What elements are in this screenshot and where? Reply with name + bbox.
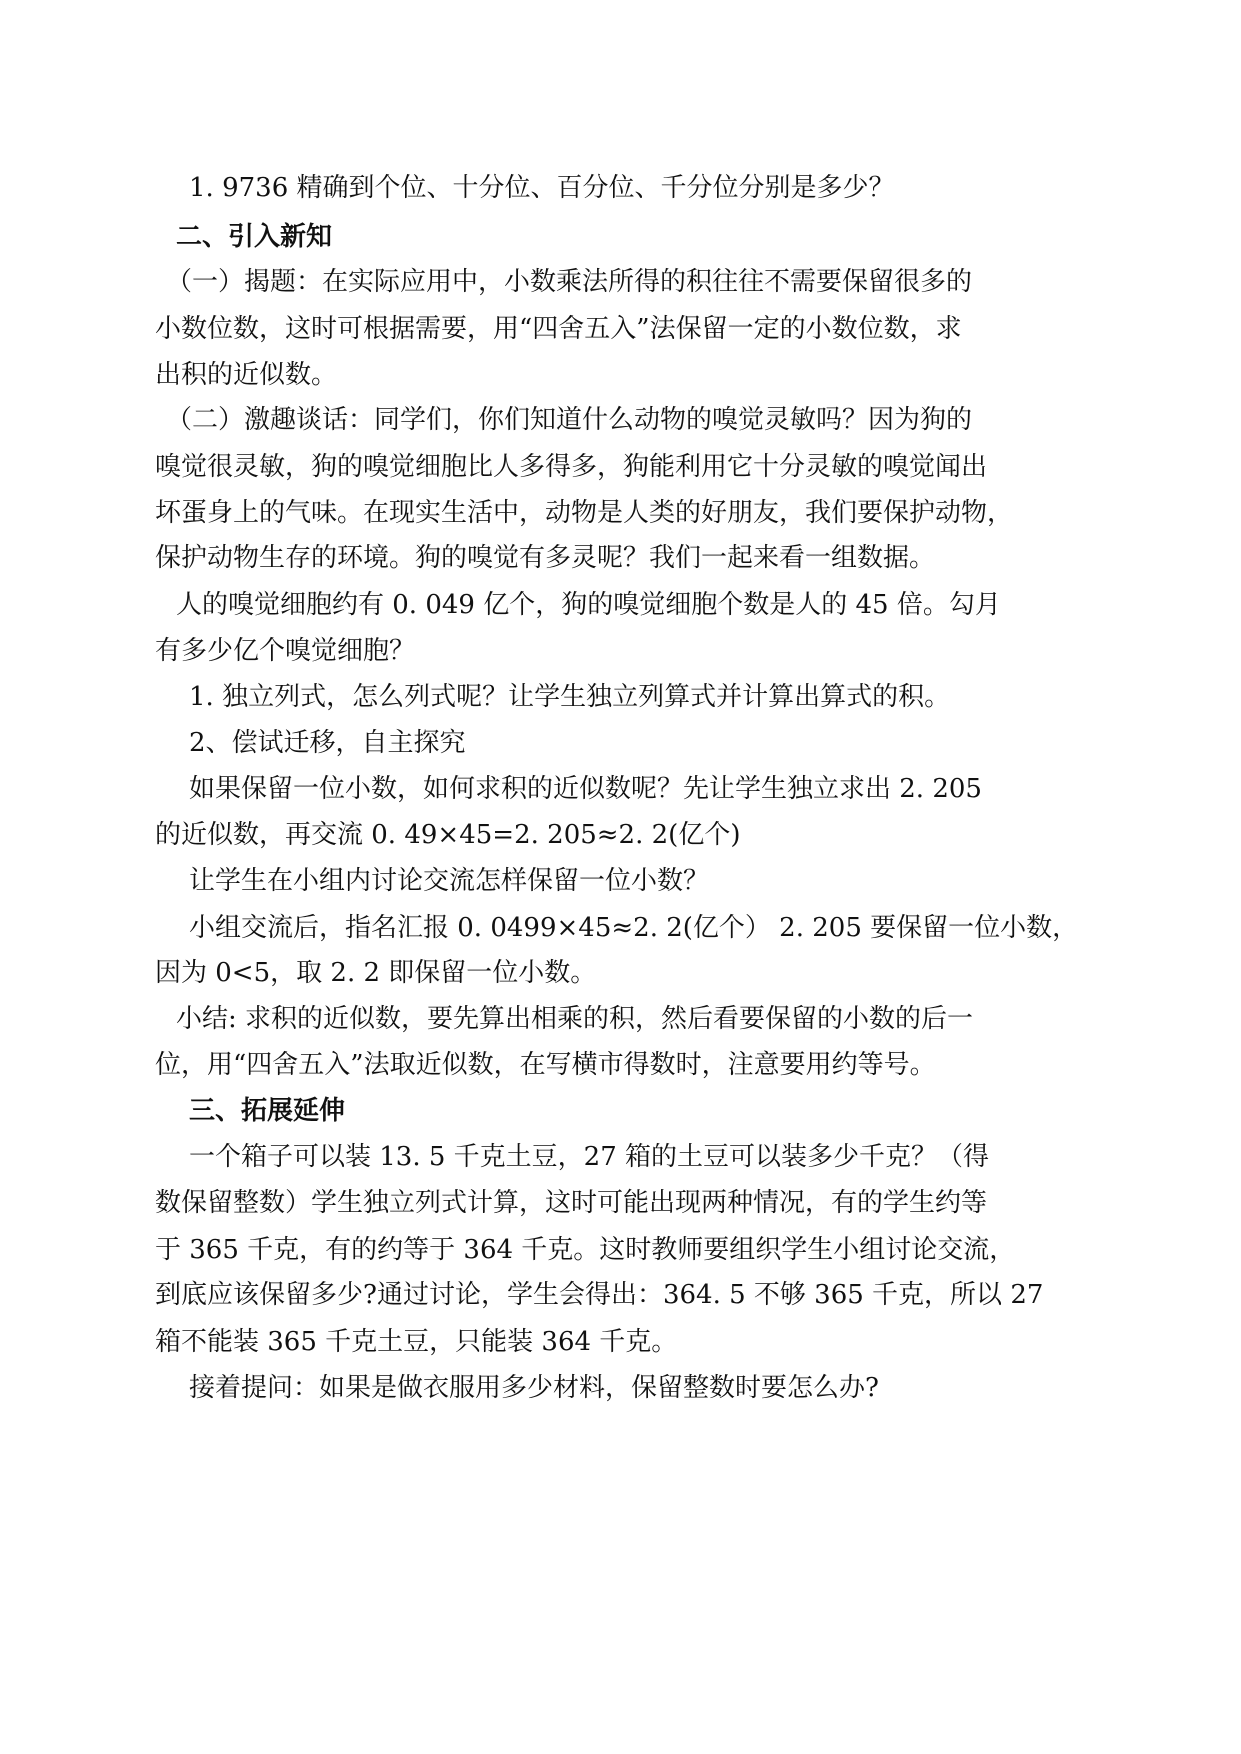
paragraph-line: 保护动物生存的环境。狗的嗅觉有多灵呢？我们一起来看一组数据。 <box>155 543 936 573</box>
paragraph-line: 嗅觉很灵敏，狗的嗅觉细胞比人多得多，狗能利用它十分灵敏的嗅觉闻出 <box>155 452 988 482</box>
question-line: 1. 9736 精确到个位、十分位、百分位、千分位分别是多少？ <box>189 173 895 203</box>
paragraph-line: 箱不能装 365 千克土豆，只能装 364 千克。 <box>155 1327 678 1357</box>
paragraph-line: （一）揭题：在实际应用中，小数乘法所得的积往往不需要保留很多的 <box>166 267 973 297</box>
paragraph-line: （二）激趣谈话：同学们，你们知道什么动物的嗅觉灵敏吗？因为狗的 <box>166 405 973 435</box>
paragraph-line: 到底应该保留多少?通过讨论，学生会得出：364. 5 不够 365 千克，所以 27 <box>155 1280 1044 1310</box>
paragraph-line: 于 365 千克，有的约等于 364 千克。这时教师要组织学生小组讨论交流， <box>155 1235 1016 1265</box>
paragraph-line: 小组交流后，指名汇报 0. 0499×45≈2. 2(亿个） 2. 205 要保留一位小数， <box>189 913 1079 943</box>
paragraph-line: 坏蛋身上的气味。在现实生活中，动物是人类的好朋友，我们要保护动物， <box>155 498 1014 528</box>
summary-line: 位，用“四舍五入”法取近似数，在写横市得数时，注意要用约等号。 <box>155 1050 936 1080</box>
paragraph-line: 接着提问：如果是做衣服用多少材料，保留整数时要怎么办? <box>189 1373 879 1403</box>
paragraph-line: 如果保留一位小数，如何求积的近似数呢？先让学生独立求出 2. 205 <box>189 774 982 804</box>
step-line: 1. 独立列式，怎么列式呢？让学生独立列算式并计算出算式的积。 <box>189 682 951 712</box>
section-heading-extension: 三、拓展延伸 <box>189 1096 346 1126</box>
paragraph-line: 数保留整数）学生独立列式计算，这时可能出现两种情况，有的学生约等 <box>155 1188 988 1218</box>
paragraph-line: 出积的近似数。 <box>155 360 338 390</box>
paragraph-line: 让学生在小组内讨论交流怎样保留一位小数？ <box>189 866 710 896</box>
summary-line: 小结: 求积的近似数，要先算出相乘的积，然后看要保留的小数的后一 <box>176 1004 974 1034</box>
paragraph-line: 有多少亿个嗅觉细胞？ <box>155 636 416 666</box>
section-heading-introduce: 二、引入新知 <box>176 222 333 252</box>
step-line: 2、偿试迁移，自主探究 <box>189 728 466 758</box>
paragraph-line: 的近似数，再交流 0. 49×45=2. 205≈2. 2(亿个) <box>155 820 741 850</box>
paragraph-line: 小数位数，这时可根据需要，用“四舍五入”法保留一定的小数位数，求 <box>155 314 962 344</box>
paragraph-line: 一个箱子可以装 13. 5 千克土豆，27 箱的土豆可以装多少千克？（得 <box>189 1142 990 1172</box>
paragraph-line: 因为 0<5，取 2. 2 即保留一位小数。 <box>155 958 597 988</box>
paragraph-line: 人的嗅觉细胞约有 0. 049 亿个，狗的嗅觉细胞个数是人的 45 倍。勾月 <box>176 590 1001 620</box>
